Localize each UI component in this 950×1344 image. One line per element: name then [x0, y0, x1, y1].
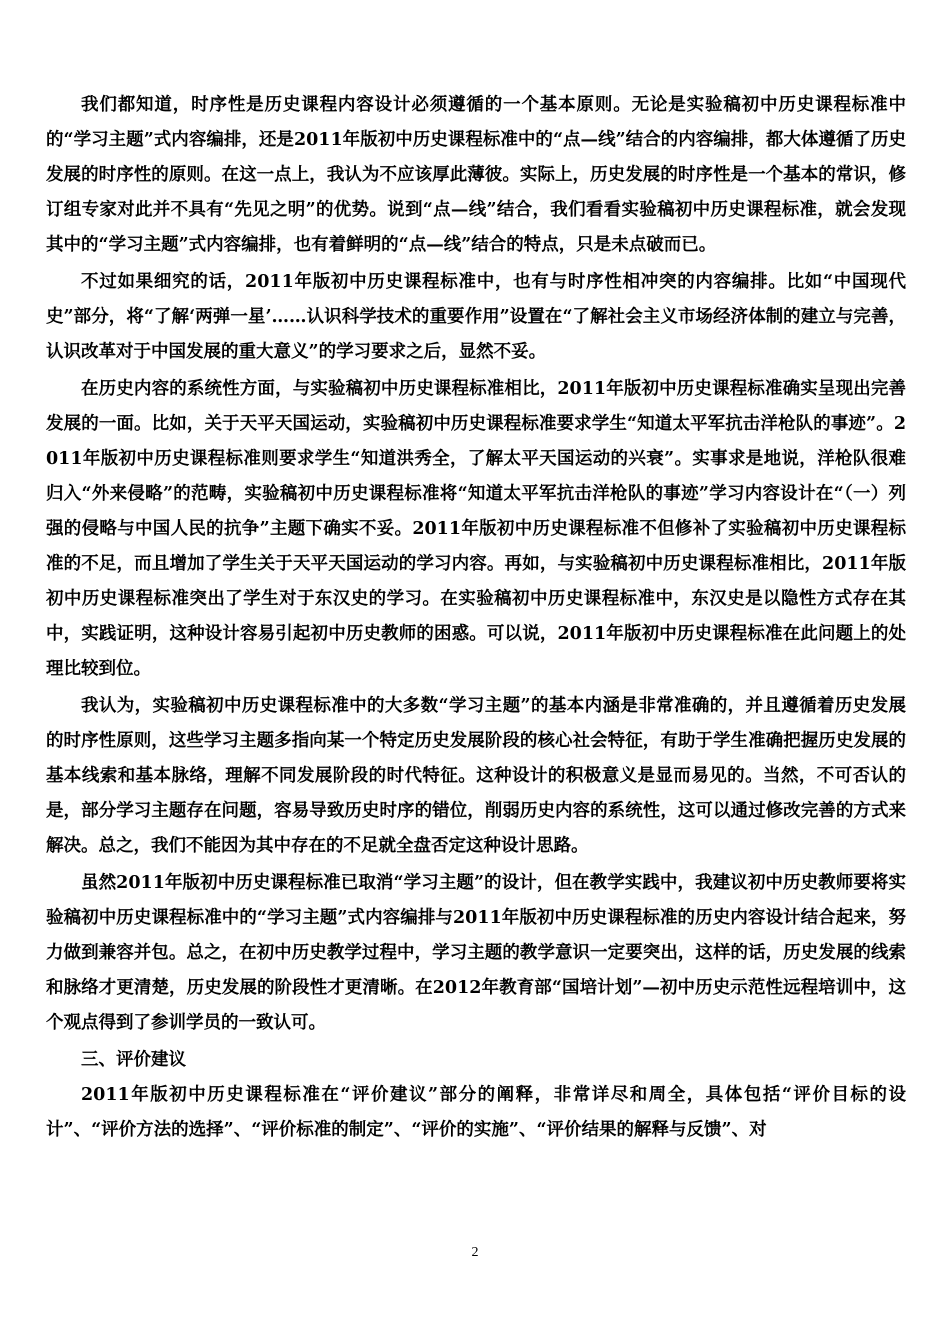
document-body: [46, 88, 906, 1150]
paragraph-5: 虽然2011年版初中历史课程标准已取消“学习主题”的设计，但在教学实践中，我建议初中历史教师要将实验稿初中历史课程标准中的“学习主题”式内容编排与2011年版初中历史课程标准的历史内容设计结合起来，努力做到兼容并包。总之，在初中历史教学过程中，学习主题的教学意识一定要突出，这样的话，历史发展的线索和脉络才更清楚，历史发展的阶段性才更清晰。在2012年教育部“国培计划”—初中历史示范性远程培训中，这个观点得到了参训学员的一致认可。: [46, 873, 906, 1033]
section-heading: 三、评价建议: [81, 1050, 186, 1070]
paragraph-3: 在历史内容的系统性方面，与实验稿初中历史课程标准相比，2011年版初中历史课程标准确实呈现出完善发展的一面。比如，关于天平天国运动，实验稿初中历史课程标准要求学生“知道太平军抗击洋枪队的事迹”。2011年版初中历史课程标准则要求学生“知道洪秀全，了解太平天国运动的兴衰”。实事求是地说，洋枪队很难归入“外来侵略”的范畴，实验稿初中历史课程标准将“知道太平军抗击洋枪队的事迹”学习内容设计在“（一）列强的侵略与中国人民的抗争”主题下确实不妥。2011年版初中历史课程标准不但修补了实验稿初中历史课程标准的不足，而且增加了学生关于天平天国运动的学习内容。再如，与实验稿初中历史课程标准相比，2011年版初中历史课程标准突出了学生对于东汉史的学习。在实验稿初中历史课程标准中，东汉史是以隐性方式存在其中，实践证明，这种设计容易引起初中历史教师的困惑。可以说，2011年版初中历史课程标准在此问题上的处理比较到位。: [46, 379, 906, 679]
paragraph-2: 不过如果细究的话，2011年版初中历史课程标准中，也有与时序性相冲突的内容编排。比如“中国现代史”部分，将“了解‘两弹一星’……认识科学技术的重要作用”设置在“了解社会主义市场经济体制的建立与完善，认识改革对于中国发展的重大意义”的学习要求之后，显然不妥。: [46, 272, 906, 362]
paragraph-4: 我认为，实验稿初中历史课程标准中的大多数“学习主题”的基本内涵是非常准确的，并且遵循着历史发展的时序性原则，这些学习主题多指向某一个特定历史发展阶段的核心社会特征，有助于学生准确把握历史发展的基本线索和基本脉络，理解不同发展阶段的时代特征。这种设计的积极意义是显而易见的。当然，不可否认的是，部分学习主题存在问题，容易导致历史时序的错位，削弱历史内容的系统性，这可以通过修改完善的方式来解决。总之，我们不能因为其中存在的不足就全盘否定这种设计思路。: [46, 696, 906, 856]
page-number: 2: [471, 1245, 479, 1260]
paragraph-1: 我们都知道，时序性是历史课程内容设计必须遵循的一个基本原则。无论是实验稿初中历史课程标准中的“学习主题”式内容编排，还是2011年版初中历史课程标准中的“点—线”结合的内容编排，都大体遵循了历史发展的时序性的原则。在这一点上，我认为不应该厚此薄彼。实际上，历史发展的时序性是一个基本的常识，修订组专家对此并不具有“先见之明”的优势。说到“点—线”结合，我们看看实验稿初中历史课程标准，就会发现其中的“学习主题”式内容编排，也有着鲜明的“点—线”结合的特点，只是未点破而已。: [46, 95, 906, 255]
paragraph-6: 2011年版初中历史课程标准在“评价建议”部分的阐释，非常详尽和周全，具体包括“评价目标的设计”、“评价方法的选择”、“评价标准的制定”、“评价的实施”、“评价结果的解释与反馈”、对: [46, 1085, 906, 1140]
